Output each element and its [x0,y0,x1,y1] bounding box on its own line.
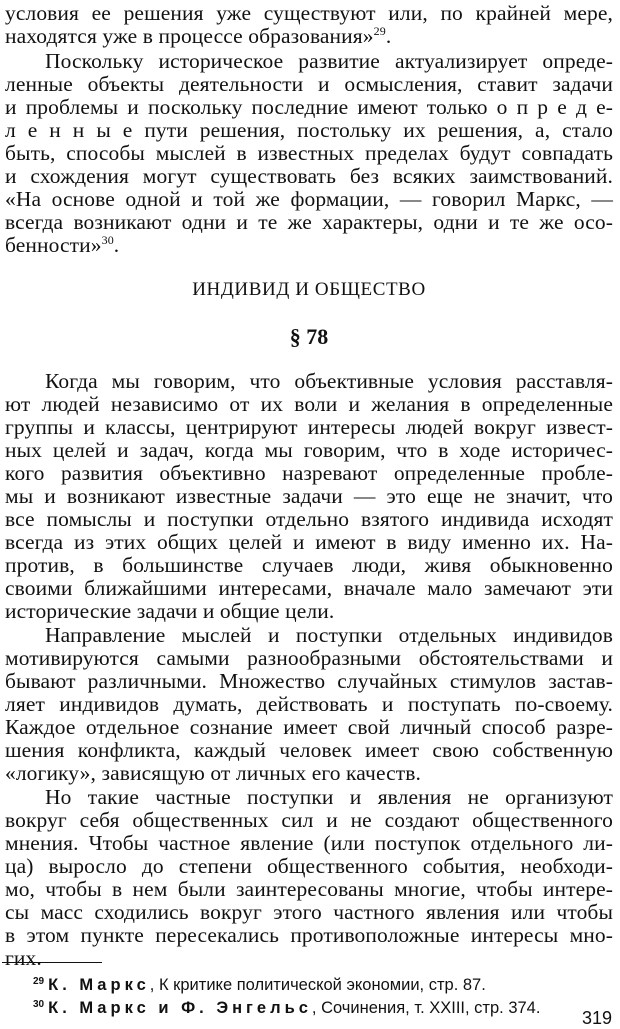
text-span: . [113,233,120,257]
text-line: своими ближайшими интересами, вначале мало замечают эти [5,576,613,600]
section-heading: ИНДИВИД И ОБЩЕСТВО [192,279,426,300]
text-line: сы масс сходились вокруг этого частного явления или чтобы [5,900,613,924]
text-line: «логику», зависящую от личных его качеств. [5,761,422,785]
text-span: . [385,24,392,48]
text-span: бенности» [5,233,102,257]
text-line [5,234,613,256]
section-number: § 78 [289,324,329,349]
footnote-ref-30: 30 [101,233,114,247]
text-line: ют людей независимо от их воли и желания в определенные [5,392,613,416]
text-line: условия ее решения уже существуют или, по крайней мере, [5,1,613,25]
footnote-30 [33,998,540,1018]
footnote-ref-29: 29 [373,24,386,38]
text-line: Направление мыслей и поступки отдельных индивидов [45,623,613,647]
text-span: находятся уже в процессе образования» [5,24,374,48]
text-line: ляет индивидов думать, действовать и поступать по-своему. [5,692,613,716]
footnote-author: К. Маркс и Ф. Энгельс [48,999,312,1017]
text-line: ных целей и задач, когда мы говорим, что в ходе историчес- [5,438,613,462]
footnote-separator [2,962,102,963]
text-line: Каждое отдельное сознание имеет свой личный способ разре- [5,715,613,739]
text-line: ца) выросло до степени общественного события, необходи- [5,854,613,878]
text-line: всегда возникают одни и те же характеры, одни и те же осо- [5,210,613,234]
footnote-29 [33,975,486,995]
text-line: и схождения могут существовать без всяких заимствований. [5,164,613,188]
text-line: против, в большинстве случаев люди, живя обыкновенно [5,553,613,577]
text-line: шения конфликта, каждый человек имеет свою собственную [5,738,613,762]
text-line: кого развития объективно назревают определенные пробле- [5,461,613,485]
text-line: Когда мы говорим, что объективные условия расставля- [45,369,613,393]
text-line: вокруг себя общественных сил и не создают общественного [5,808,613,832]
text-line: «На основе одной и той же формации, — говорил Маркс, — [5,187,613,211]
text-line: группы и классы, центрируют интересы людей вокруг извест- [5,415,613,439]
text-line: быть, способы мыслей в известных пределах будут совпадать [5,141,613,165]
text-line: мо, чтобы в нем были заинтересованы многие, чтобы интере- [5,877,613,901]
text-line: гих. [5,946,42,970]
text-line: в этом пункте пересекались противоположные интересы мно- [5,923,613,947]
text-line: Но такие частные поступки и явления не организуют [45,785,613,809]
footnote-number: 30 [33,999,45,1010]
footnote-number: 29 [33,976,45,987]
page-number: 319 [581,1008,612,1028]
footnote-text: , К критике политической экономии, стр. 87. [149,976,486,994]
text-line: л е н н ы е пути решения, постольку их решения, а, стало [5,118,613,142]
text-line: бывают различными. Множество случайных стимулов застав- [5,669,613,693]
text-line: мнения. Чтобы частное явление (или поступок отдельного ли- [5,831,613,855]
text-line: все помыслы и поступки отдельно взятого индивида исходят [5,507,613,531]
text-line: ленные объекты деятельности и осмысления, ставит задачи [5,72,613,96]
text-line: всегда из этих общих целей и имеют в виду именно их. На- [5,530,613,554]
footnote-text: , Сочинения, т. XXIII, стр. 374. [311,999,541,1017]
text-line: и проблемы и поскольку последние имеют только о п р е д е- [5,95,613,119]
footnote-author: К. Маркс [48,976,150,994]
text-line: исторические задачи и общие цели. [5,599,335,623]
text-line [5,25,613,47]
text-line: мотивируются самыми разнообразными обстоятельствами и [5,646,613,670]
text-line: Поскольку историческое развитие актуализирует опреде- [45,49,613,73]
text-line: мы и возникают известные задачи — это еще не значит, что [5,484,613,508]
